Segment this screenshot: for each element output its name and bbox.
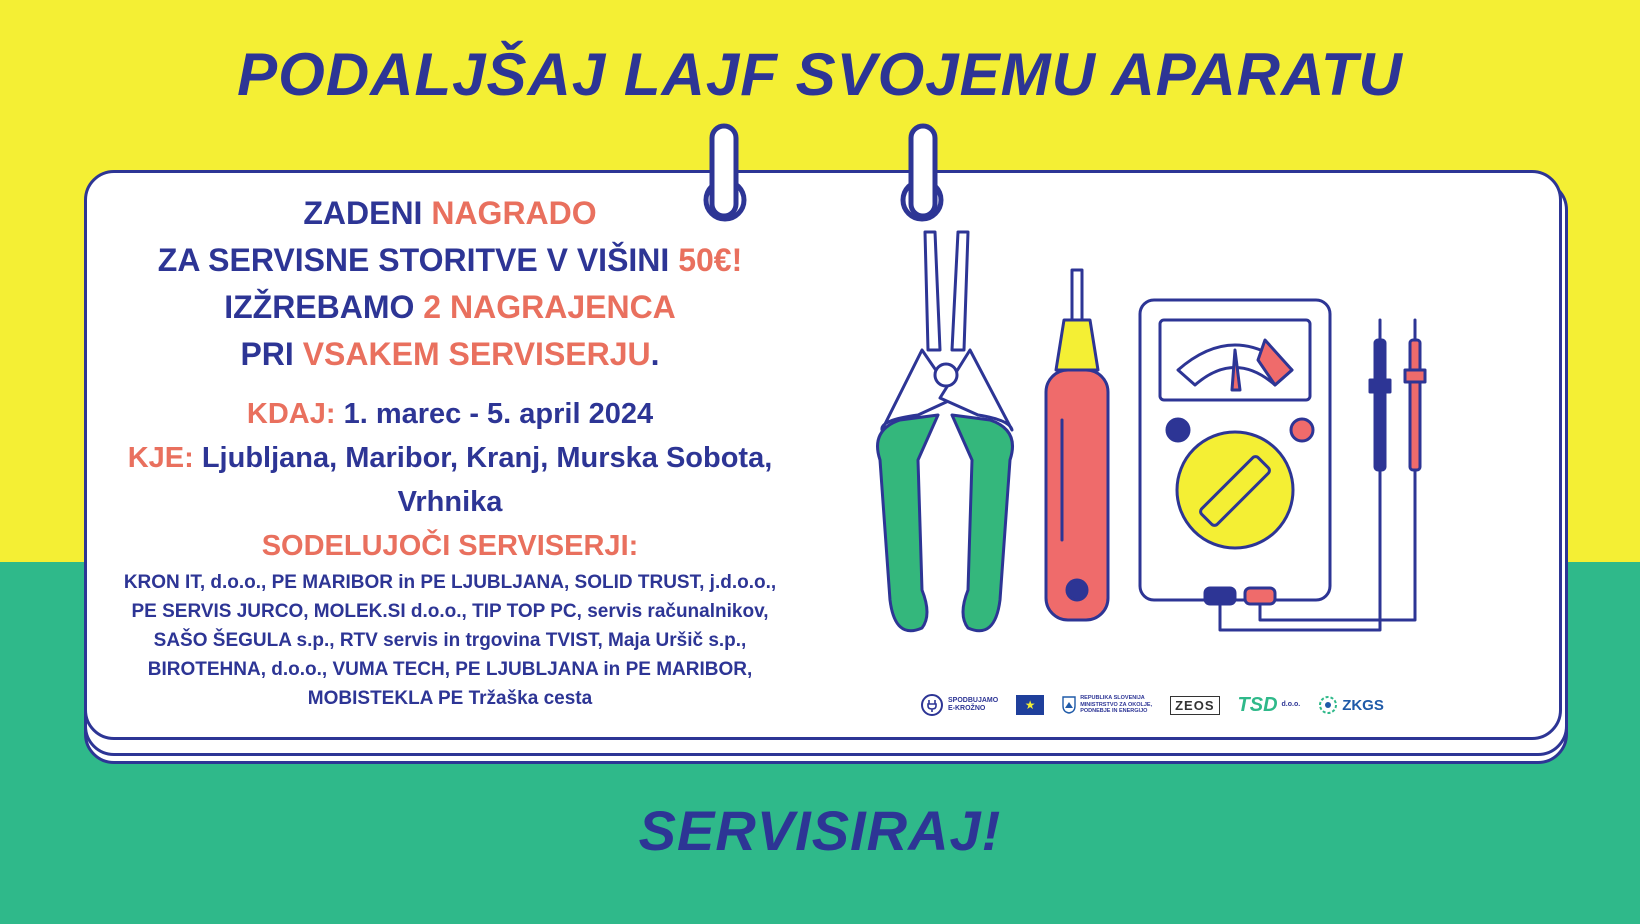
info-line-3: IZŽREBAMO 2 NAGRAJENCA (224, 289, 676, 325)
headline-top: PODALJŠAJ LAJF SVOJEMU APARATU (237, 41, 1403, 108)
zkgs-emblem-icon (1318, 695, 1338, 715)
partner-line: BIROTEHNA, d.o.o., VUMA TECH, PE LJUBLJANA in PE MARIBOR, (147, 659, 753, 680)
promo-info (90, 190, 810, 713)
multimeter-icon (1140, 300, 1425, 630)
where-line: KJE: Ljubljana, Maribor, Kranj, Murska Sobota, (127, 442, 773, 474)
when-line: KDAJ: 1. marec - 5. april 2024 (246, 398, 654, 430)
partner-line: KRON IT, d.o.o., PE MARIBOR in PE LJUBLJANA, SOLID TRUST, j.d.o.o., (123, 572, 777, 593)
pliers-icon (878, 232, 1013, 631)
info-line-1: ZADENI NAGRADO (303, 195, 597, 231)
where-line-2: Vrhnika (397, 486, 503, 518)
tools-illustration (860, 220, 1460, 660)
logo-ministry: REPUBLIKA SLOVENIJA MINISTRSTVO ZA OKOLJE, PODNEBJE IN ENERGIJO (1062, 695, 1152, 715)
eu-flag-icon: ★ (1016, 695, 1044, 715)
plug-icon (920, 693, 944, 717)
headline-bottom: SERVISIRAJ! (638, 799, 1002, 862)
coat-of-arms-icon (1062, 696, 1076, 714)
partners-title: SODELUJOČI SERVISERJI: (261, 530, 639, 562)
partner-line: PE SERVIS JURCO, MOLEK.SI d.o.o., TIP TOP PC, servis računalnikov, (131, 601, 769, 622)
screwdriver-icon (1046, 270, 1108, 620)
logo-zkgs: ZKGS (1318, 695, 1384, 715)
info-line-4: PRI VSAKEM SERVISERJU. (240, 336, 660, 372)
logo-tsd: TSD d.o.o. (1237, 693, 1301, 716)
logo-ekrozno: SPODBUJAMO E-KROŽNO (920, 693, 998, 717)
info-line-2: ZA SERVISNE STORITVE V VIŠINI 50€! (157, 242, 743, 278)
sponsor-logos (920, 688, 1400, 722)
partner-line: MOBISTEKLA PE Tržaška cesta (307, 688, 593, 709)
partner-line: SAŠO ŠEGULA s.p., RTV servis in trgovina TVIST, Maja Uršič s.p., (153, 630, 747, 651)
logo-zeos: ZEOS (1170, 696, 1219, 715)
